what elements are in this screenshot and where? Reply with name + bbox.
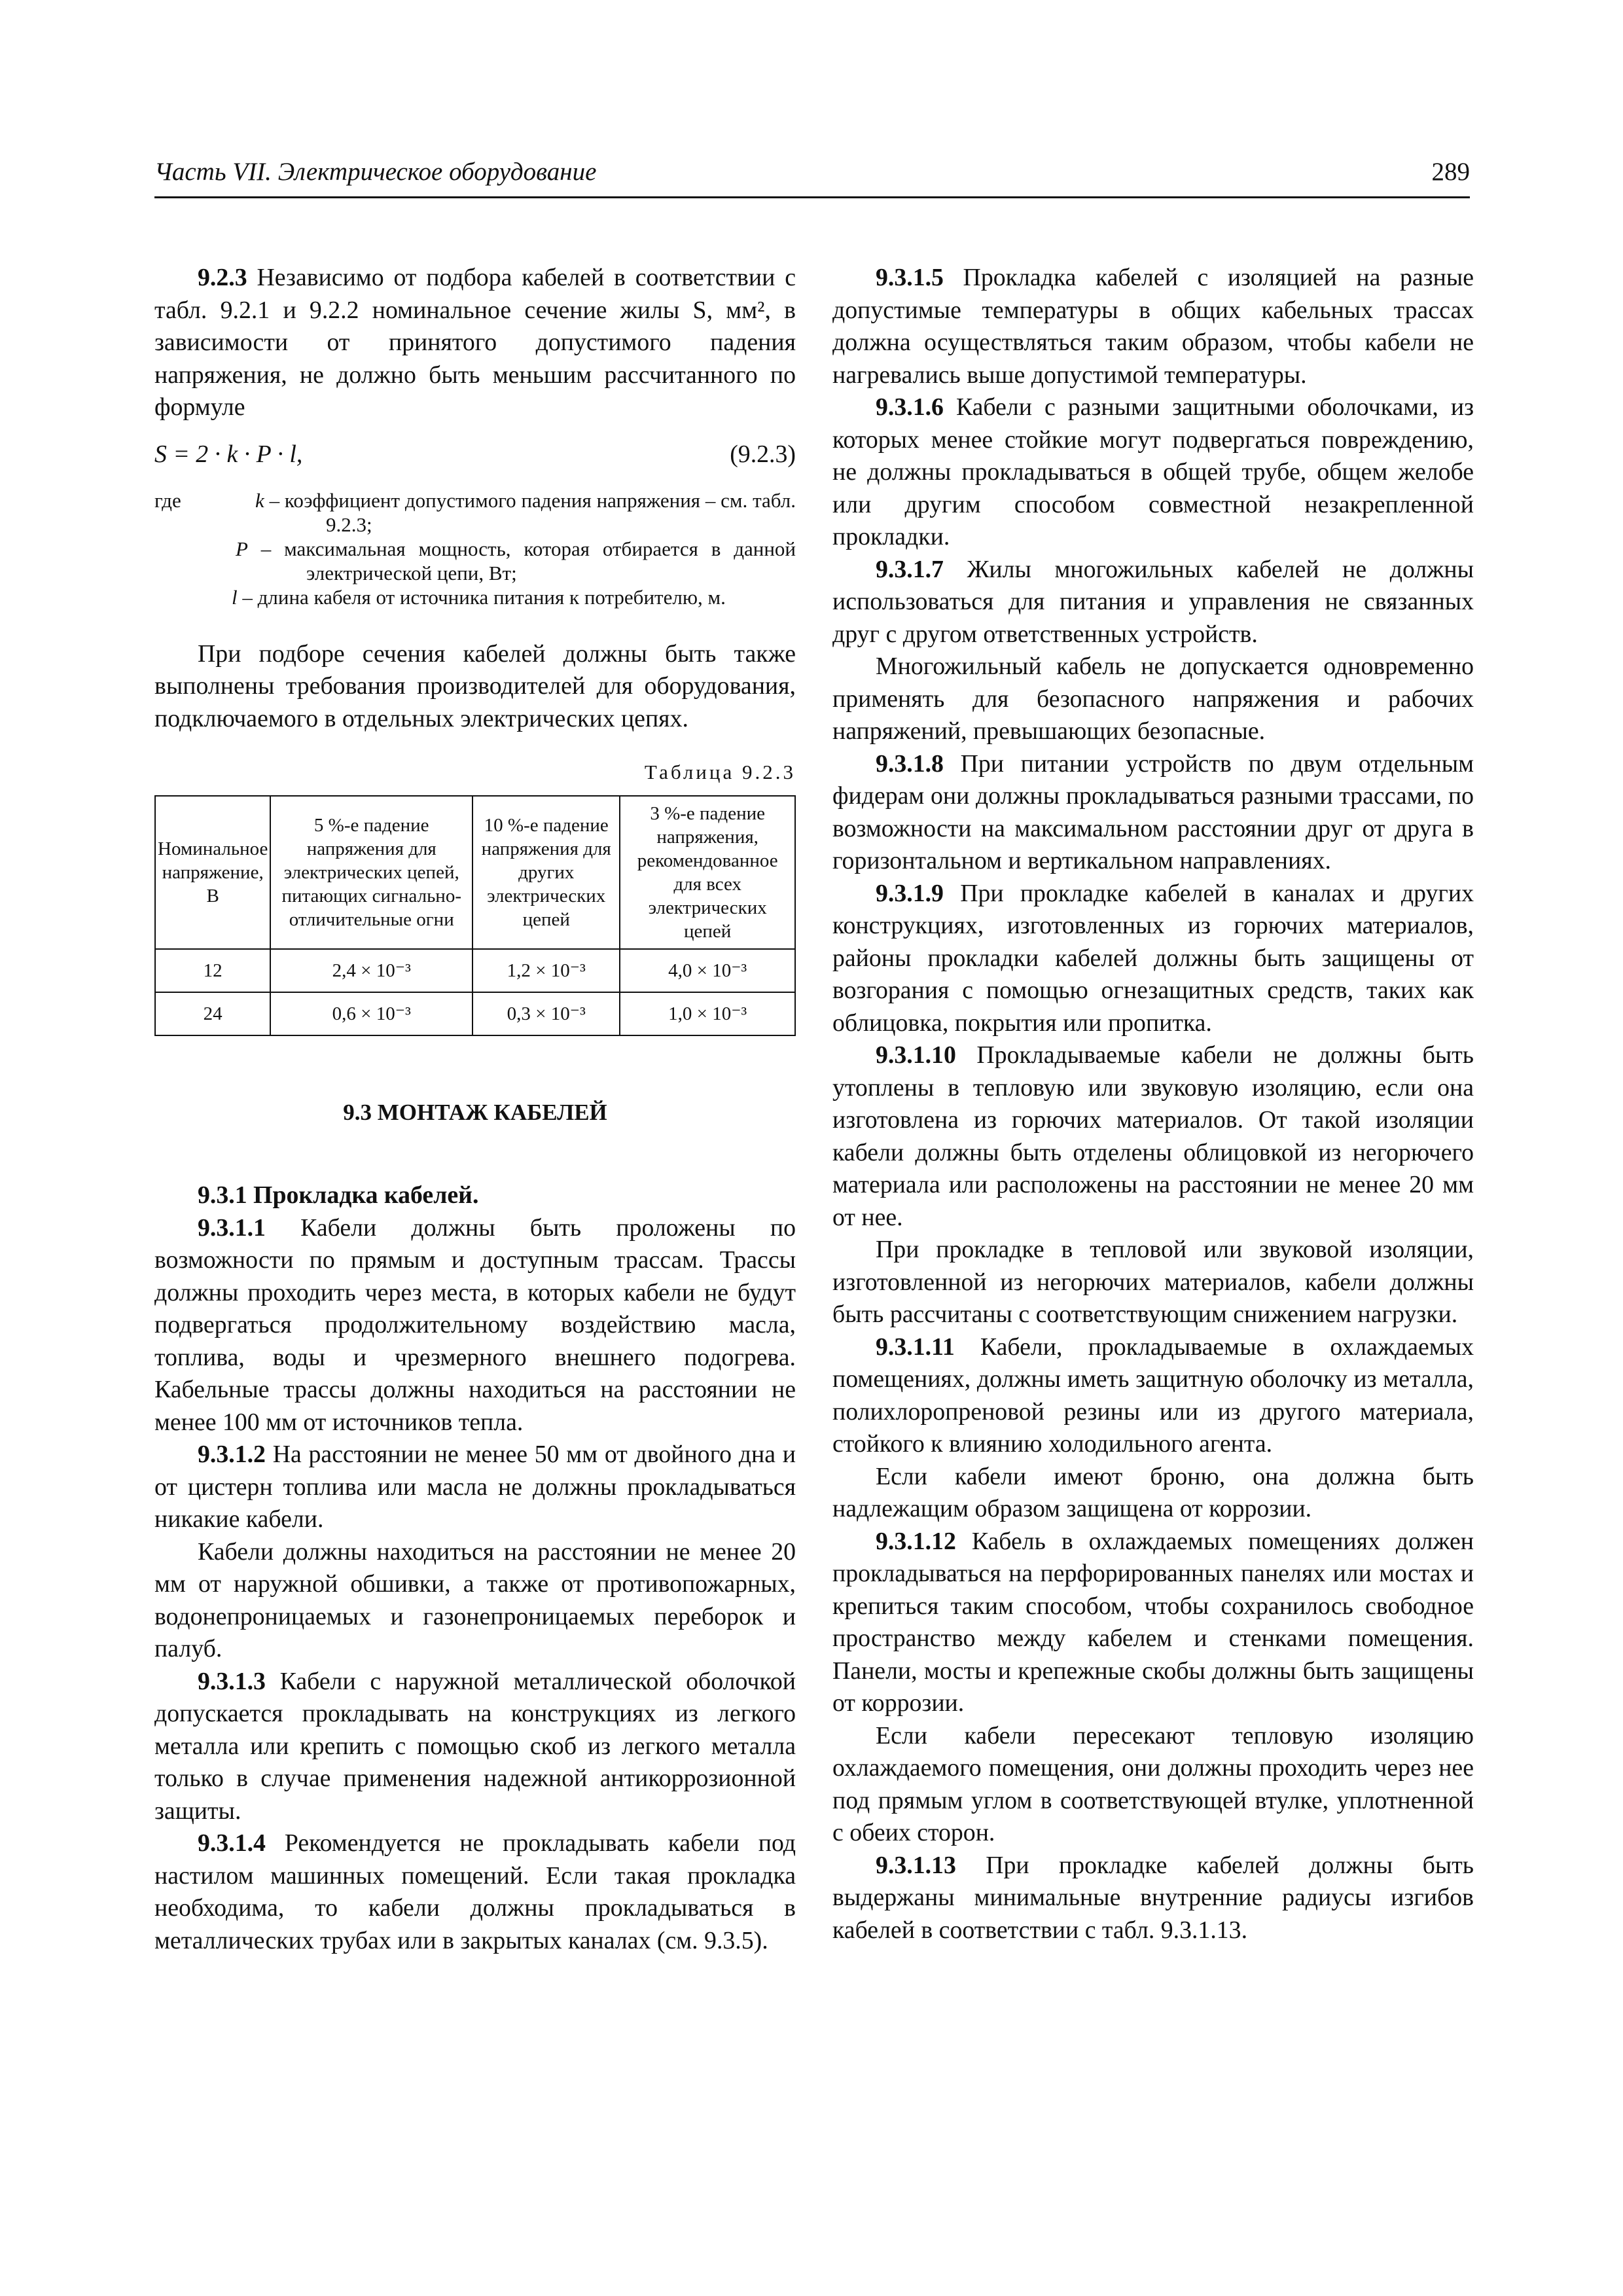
clause-text: При прокладке кабелей в каналах и других конструкциях, изготовленных из горючих материалов, районы прокладки кабелей должны быть защищены от возгорания с помощью огнезащитных средств, таких как облицовка, покрытия или пропитка. xyxy=(832,879,1474,1037)
paragraph-9-3-1-3 xyxy=(154,1666,796,1828)
clause-text: При питании устройств по двум отдельным фидерам они должны прокладываться разными трассами, по возможности на максимальном расстоянии друг от друга в горизонтальном и вертикальном направлениях. xyxy=(832,749,1474,874)
page-number: 289 xyxy=(1431,158,1470,186)
paragraph-9-3-1-10 xyxy=(832,1039,1474,1234)
table-cell: 1,0 × 10⁻³ xyxy=(620,992,795,1035)
right-column xyxy=(832,262,1474,1946)
table-header-cell: 5 %-е падение напряжения для электрических цепей, питающих сигнально-отличительные огни xyxy=(270,796,473,949)
paragraph-9-3-1-2-cont xyxy=(154,1536,796,1666)
legend-text: – коэффициент допустимого падения напряжения – см. табл. 9.2.3; xyxy=(269,488,796,536)
legend-row-l xyxy=(154,585,796,609)
clause-number: 9.3.1.11 xyxy=(876,1333,955,1361)
table-header-cell: 10 %-е падение напряжения для других электрических цепей xyxy=(473,796,620,949)
paragraph-9-3-1-7 xyxy=(832,554,1474,651)
clause-text: Если кабели пересекают тепловую изоляцию охлаждаемого помещения, они должны проходить через нее под прямым углом в соответствующей втулке, уплотненной с обеих сторон. xyxy=(832,1721,1474,1846)
clause-number: 9.3.1.12 xyxy=(876,1527,956,1555)
clause-text: Если кабели имеют броню, она должна быть надлежащим образом защищена от коррозии. xyxy=(832,1462,1474,1522)
formula-expression: S = 2 · k · P · l, xyxy=(154,440,303,468)
subsection-title: Прокладка кабелей. xyxy=(253,1181,479,1209)
clause-text: Кабели должны находиться на расстоянии не менее 20 мм от наружной обшивки, а также от противопожарных, водонепроницаемых и газонепроницаемых переборок и палуб. xyxy=(154,1537,796,1662)
paragraph-9-3-1-5 xyxy=(832,262,1474,391)
clause-text: Кабели, прокладываемые в охлаждаемых помещениях, должны иметь защитную оболочку из металла, полихлоропреновой резины или из другого материала, стойкого к влиянию холодильного агента. xyxy=(832,1333,1474,1458)
paragraph-9-3-1-2 xyxy=(154,1439,796,1536)
left-column xyxy=(154,262,796,1957)
clause-number: 9.3.1.9 xyxy=(876,879,944,907)
voltage-drop-table xyxy=(154,795,796,1036)
clause-text: Кабели с разными защитными оболочками, из которых менее стойкие могут подвергаться повреждению, не должны прокладываться в общей трубе, общем желобе или другим способом совместной незакрепленной прокладки. xyxy=(832,393,1474,550)
paragraph-9-3-1-8 xyxy=(832,748,1474,878)
paragraph-9-3-1-11-cont xyxy=(832,1461,1474,1526)
clause-number: 9.3.1.4 xyxy=(198,1829,266,1857)
legend-symbol: P xyxy=(236,537,248,560)
legend-text: – максимальная мощность, которая отбирается в данной электрической цепи, Вт; xyxy=(260,537,796,584)
table-cell: 24 xyxy=(155,992,270,1035)
clause-number: 9.3.1.10 xyxy=(876,1041,956,1069)
clause-number: 9.3.1.6 xyxy=(876,393,944,421)
clause-number: 9.3.1.3 xyxy=(198,1667,266,1695)
header-rule xyxy=(154,196,1470,198)
clause-text: Рекомендуется не прокладывать кабели под настилом машинных помещений. Если такая прокладка необходима, то кабели должны прокладываться в металлических трубах или в закрытых каналах (см. 9.3.5). xyxy=(154,1829,796,1954)
clause-number: 9.3.1.8 xyxy=(876,749,944,778)
clause-number: 9.3.1.1 xyxy=(198,1213,266,1242)
table-caption: Таблица 9.2.3 xyxy=(644,761,796,783)
paragraph-9-3-1-12-cont xyxy=(832,1720,1474,1850)
clause-number: 9.3.1.2 xyxy=(198,1441,266,1468)
paragraph-9-3-1-12 xyxy=(832,1526,1474,1720)
clause-number: 9.3.1.5 xyxy=(876,264,944,291)
paragraph-9-3-1-13 xyxy=(832,1850,1474,1947)
clause-text: Жилы многожильных кабелей не должны использоваться для питания и управления не связанных друг с другом ответственных устройств. xyxy=(832,555,1474,648)
table-row xyxy=(155,949,795,992)
legend-symbol: l xyxy=(232,585,238,609)
clause-text: На расстоянии не менее 50 мм от двойного дна и от цистерн топлива или масла не должны прокладываться никакие кабели. xyxy=(154,1441,796,1533)
table-row xyxy=(155,992,795,1035)
section-title: 9.3 МОНТАЖ КАБЕЛЕЙ xyxy=(343,1099,607,1125)
paragraph-9-3-1-1 xyxy=(154,1212,796,1439)
clause-text: Независимо от подбора кабелей в соответствии с табл. 9.2.1 и 9.2.2 номинальное сечение жилы S, мм², в зависимости от принятого допустимого падения напряжения, не должно быть меньшим рассчитанного по формуле xyxy=(154,264,796,421)
table-cell: 12 xyxy=(155,949,270,992)
table-header-row xyxy=(155,796,795,949)
clause-text: Прокладываемые кабели не должны быть утоплены в тепловую или звуковую изоляцию, если она изготовлена из горючих материалов. От такой изоляции кабели должны быть отделены облицовкой из негорючего материала или расположены на расстоянии не менее 20 мм от нее. xyxy=(832,1041,1474,1231)
legend-text: – длина кабеля от источника питания к потребителю, м. xyxy=(242,585,726,609)
clause-text: Кабели с наружной металлической оболочкой допускается прокладывать на конструкциях из легкого металла или крепить с помощью скоб из легкого металла только в случае применения надежной антикоррозионной защиты. xyxy=(154,1667,796,1825)
legend-row-k xyxy=(154,488,796,537)
running-header xyxy=(154,157,1470,198)
clause-text: Кабель в охлаждаемых помещениях должен прокладываться на перфорированных панелях или мостах и крепиться таким способом, чтобы сохранилось свободное пространство между кабелем и стенками помещения. Панели, мосты и крепежные скобы должны быть защищены от коррозии. xyxy=(832,1527,1474,1717)
paragraph-9-3-1-4 xyxy=(154,1827,796,1957)
formula-legend xyxy=(154,488,796,609)
table-cell: 1,2 × 10⁻³ xyxy=(473,949,620,992)
paragraph-9-3-1-6 xyxy=(832,391,1474,554)
legend-row-p xyxy=(154,537,796,585)
table-cell: 0,6 × 10⁻³ xyxy=(270,992,473,1035)
subsection-number: 9.3.1 xyxy=(198,1181,247,1209)
clause-text: Многожильный кабель не допускается одновременно применять для безопасного напряжения и рабочих напряжений, превышающих безопасные. xyxy=(832,653,1474,745)
table-cell: 4,0 × 10⁻³ xyxy=(620,949,795,992)
clause-number: 9.2.3 xyxy=(198,264,247,291)
formula-9-2-3 xyxy=(154,439,796,475)
paragraph-9-2-3 xyxy=(154,262,796,424)
legend-symbol: k xyxy=(255,488,264,512)
part-title: Часть VII. Электрическое оборудование xyxy=(154,158,597,186)
paragraph-requirements: При подборе сечения кабелей должны быть также выполнены требования производителей для оборудования, подключаемого в отдельных электрических цепях. xyxy=(154,639,796,732)
paragraph-9-3-1-11 xyxy=(832,1331,1474,1461)
table-cell: 0,3 × 10⁻³ xyxy=(473,992,620,1035)
clause-text: При прокладке в тепловой или звуковой изоляции, изготовленной из негорючих материалов, кабели должны быть рассчитаны с соответствующим снижением нагрузки. xyxy=(832,1236,1474,1328)
paragraph-9-3-1-7-cont xyxy=(832,651,1474,748)
legend-where-label: где xyxy=(154,488,181,512)
clause-text: При прокладке кабелей должны быть выдержаны минимальные внутренние радиусы изгибов кабелей в соответствии с табл. 9.3.1.13. xyxy=(832,1851,1474,1944)
paragraph-9-3-1-9 xyxy=(832,878,1474,1040)
table-header-cell: Номинальное напряжение, В xyxy=(155,796,270,949)
table-cell: 2,4 × 10⁻³ xyxy=(270,949,473,992)
clause-text: Кабели должны быть проложены по возможности по прямым и доступным трассам. Трассы должны проходить через места, в которых кабели не будут подвергаться продолжительному воздействию масла, топлива, воды и чрезмерного внешнего подогрева. Кабельные трассы должны находиться на расстоянии не менее 100 мм от источников тепла. xyxy=(154,1213,796,1436)
clause-number: 9.3.1.13 xyxy=(876,1851,956,1879)
table-header-cell: 3 %-е падение напряжения, рекомендованное для всех электрических цепей xyxy=(620,796,795,949)
paragraph-9-3-1-10-cont xyxy=(832,1234,1474,1331)
subsection-heading xyxy=(154,1179,796,1212)
clause-number: 9.3.1.7 xyxy=(876,555,944,583)
clause-text: Прокладка кабелей с изоляцией на разные допустимые температуры в общих кабельных трассах должна осуществляться таким образом, чтобы кабели не нагревались выше допустимой температуры. xyxy=(832,264,1474,389)
formula-number: (9.2.3) xyxy=(730,440,796,468)
